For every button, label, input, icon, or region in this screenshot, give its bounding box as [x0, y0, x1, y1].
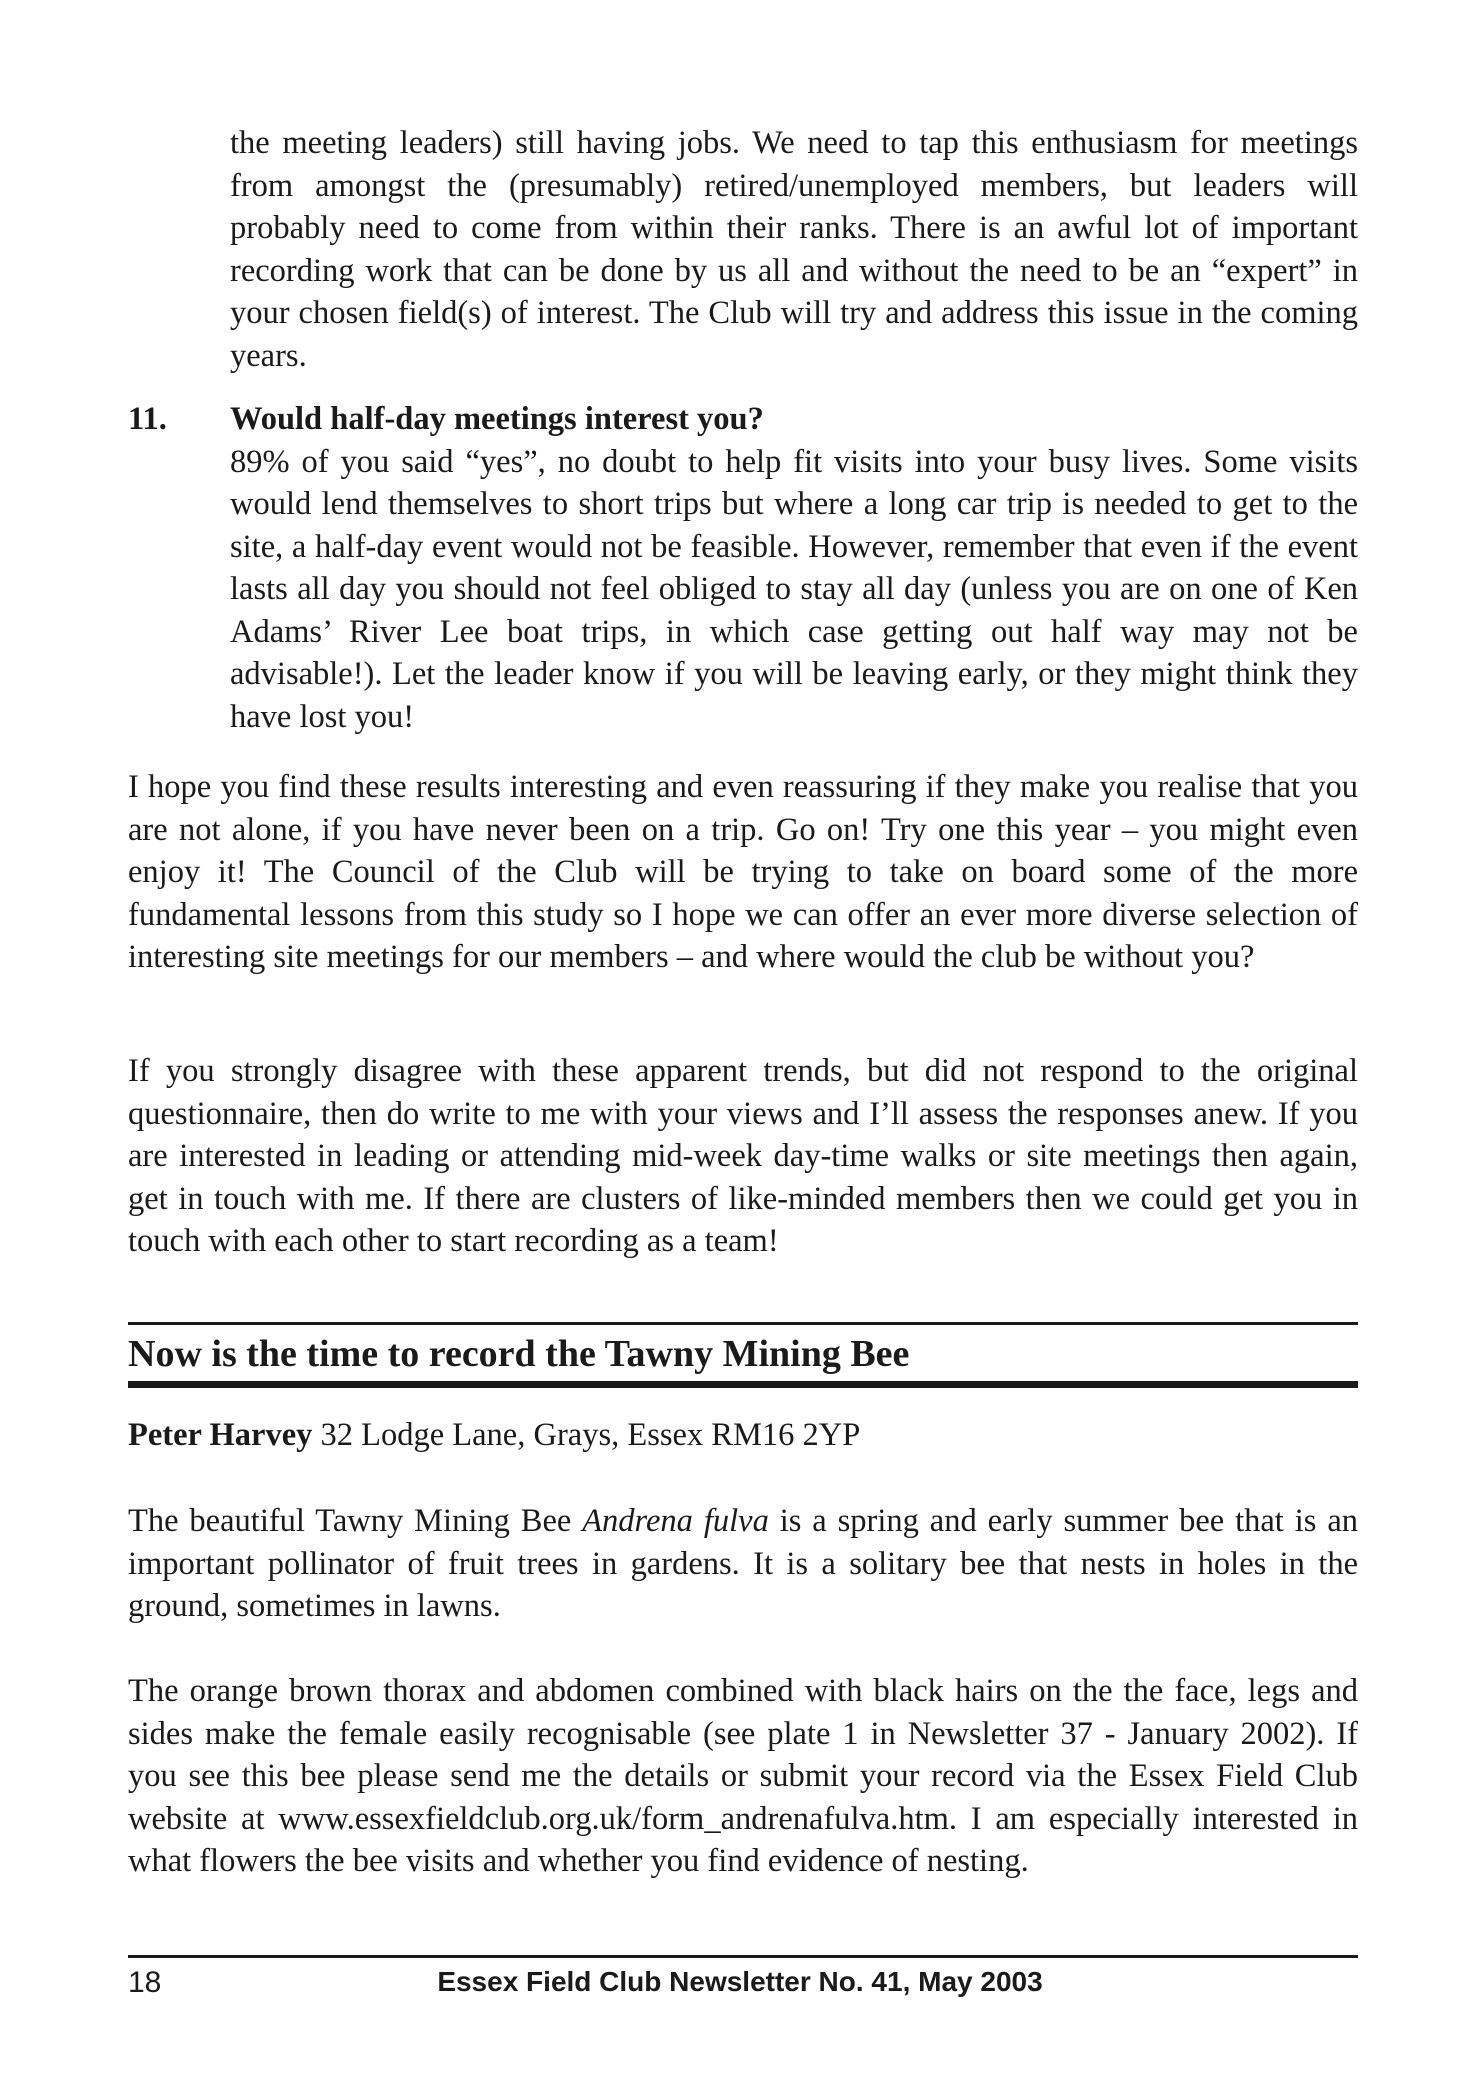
closing-paragraph-2: If you strongly disagree with these apparent trends, but did not respond to the original questionnaire, then do write to me with your views and I’ll assess the responses anew. If you are interested in leading or attending mid-week day-time walks or site meetings then again, get in touch with me. If there are clusters of like-minded members then we could get you in touch with each other to start recording as a team!	[128, 1053, 1358, 1259]
footer-rule	[128, 1955, 1358, 1958]
species-name: Andrena fulva	[582, 1503, 769, 1539]
article-heading: Now is the time to record the Tawny Mining Bee	[128, 1333, 910, 1375]
publication-title: Essex Field Club Newsletter No. 41, May 2003	[437, 1966, 1043, 1997]
question-title: Would half-day meetings interest you?	[230, 401, 764, 437]
author-line	[128, 1414, 1358, 1457]
closing-paragraph-1: I hope you find these results interesting and even reassuring if they make you realise that you are not alone, if you have never been on a trip. Go on! Try one this year – you might even enjoy it! The Council of the Club will be trying to take on board some of the more fundamental lessons from this study so I hope we can offer an ever more diverse selection of interesting site meetings for our members – and where would the club be without you?	[128, 769, 1358, 975]
article-paragraph-1	[128, 1500, 1358, 1628]
article-paragraph-2: The orange brown thorax and abdomen combined with black hairs on the the face, legs and sides make the female easily recognisable (see plate 1 in Newsletter 37 - January 2002). If you see this bee please send me the details or submit your record via the Essex Field Club website at www.essexfieldclub.org.uk/form_andrenafulva.htm. I am especially interested in what flowers the bee visits and whether you find evidence of nesting.	[128, 1673, 1358, 1879]
heading-bottom-rule	[128, 1381, 1358, 1388]
article-p1-text-a: The beautiful Tawny Mining Bee	[128, 1503, 583, 1539]
author-address: 32 Lodge Lane, Grays, Essex RM16 2YP	[312, 1417, 861, 1453]
continuation-paragraph: the meeting leaders) still having jobs. We need to tap this enthusiasm for meetings from amongst the (presumably) retired/unemployed members, but leaders will probably need to come from within their ranks. There is an awful lot of important recording work that can be done by us all and without the need to be an “expert” in your chosen field(s) of interest. The Club will try and address this issue in the coming years.	[230, 125, 1358, 374]
question-answer: 89% of you said “yes”, no doubt to help fit visits into your busy lives. Some visits would lend themselves to short trips but where a long car trip is needed to get to the site, a half-day event would not be feasible. However, remember that even if the event lasts all day you should not feel obliged to stay all day (unless you are on one of Ken Adams’ River Lee boat trips, in which case getting out half way may not be advisable!). Let the leader know if you will be leaving early, or they might think they have lost you!	[230, 443, 1358, 735]
page-number: 18	[128, 1966, 162, 1999]
article-p1-text-b: is a spring and early summer bee that is an important pollinator of fruit trees in gardens. It is a solitary bee that nests in holes in the ground, sometimes in lawns.	[128, 1503, 1358, 1624]
question-number: 11.	[128, 401, 167, 437]
author-name: Peter Harvey	[128, 1417, 313, 1453]
heading-top-rule	[128, 1322, 1358, 1325]
question-block	[230, 398, 1358, 738]
